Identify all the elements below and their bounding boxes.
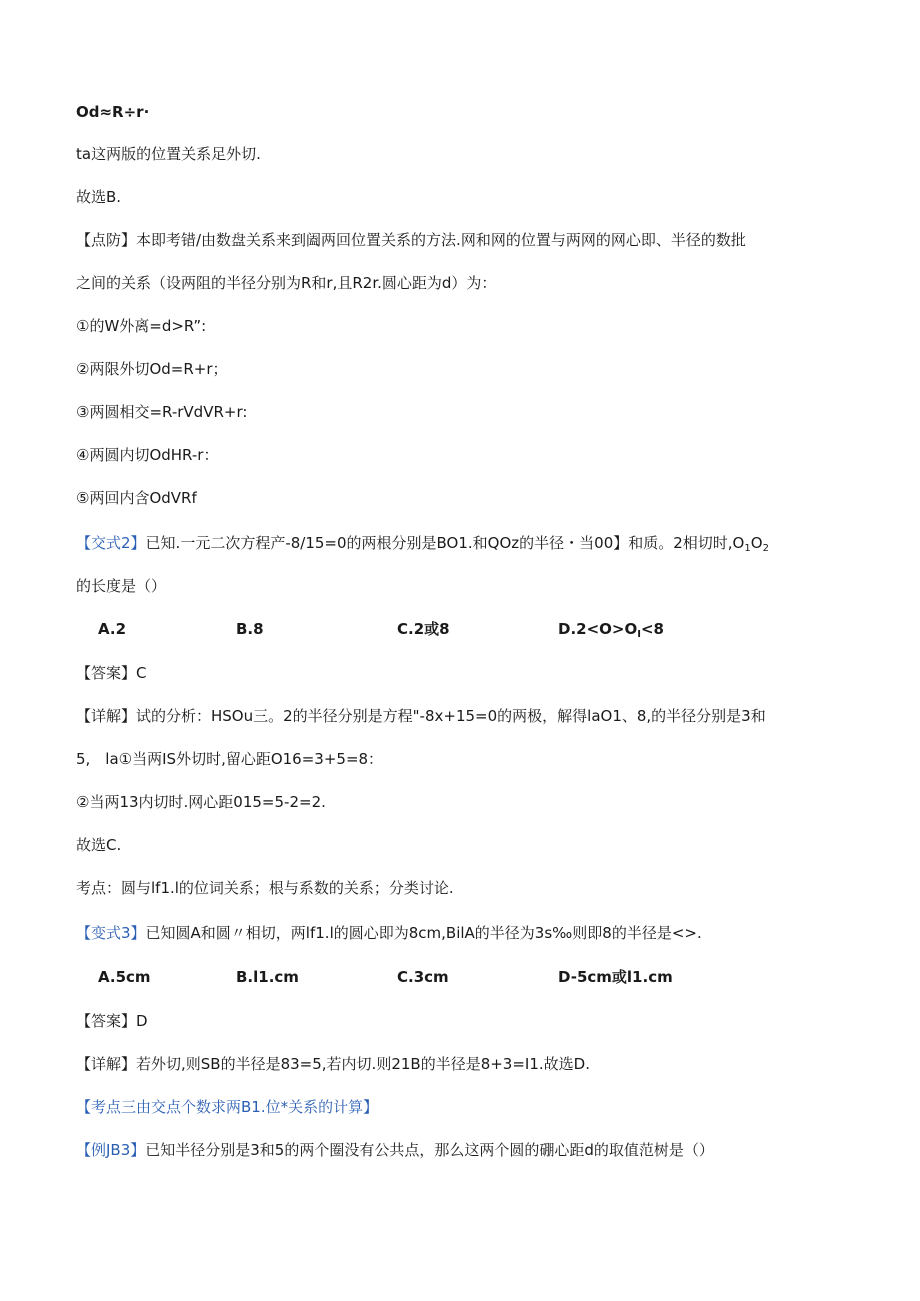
text-line: 的长度是（）	[76, 577, 167, 595]
text-line: 考点：圆与lf1.l的位词关系；根与系数的关系；分类讨论.	[76, 879, 454, 897]
option-b: B.l1.cm	[236, 968, 299, 986]
text-line: ②两限外切Od=R+r；	[76, 360, 228, 378]
text-line: 故选C.	[76, 836, 122, 854]
option-d	[558, 619, 664, 642]
answer-line: 【答案】D	[76, 1012, 148, 1030]
text-line: ②当两13内切时.网心距015=5-2=2.	[76, 793, 326, 811]
text-line: 5, la①当两IS外切时,留心距O16=3+5=8：	[76, 750, 384, 768]
variant-tag: 【变式3】	[76, 924, 146, 942]
variant-tag: 【交式2】	[76, 534, 146, 552]
option-b: B.8	[236, 620, 264, 638]
text-line: 【详解】试的分析：HSOu三。2的半径分别是方程"-8x+15=0的两极，解得laO1、8,的半径分别是3和	[76, 707, 766, 725]
option-text: D.2<O>O	[558, 620, 638, 638]
subscript: I	[637, 629, 641, 640]
option-c: C.3cm	[397, 968, 449, 986]
text-line: 【详解】若外切,则SB的半径是83=5,若内切.则21B的半径是8+3=I1.故选D.	[76, 1055, 590, 1073]
option-a: A.2	[98, 620, 127, 638]
question-text: 已知半径分别是3和5的两个圈没有公共点，那么这两个圆的硼心距d的取值范树是（）	[145, 1141, 714, 1159]
answer-line: 【答案】C	[76, 664, 147, 682]
question-text: 已知圆A和圆〃相切，两lf1.l的圆心即为8cm,BilA的半径为3s‰则即8的半径是<>.	[145, 924, 702, 942]
text-line: ①的W外离=d>R”:	[76, 317, 207, 335]
question-line	[76, 533, 769, 556]
question-text: O	[750, 534, 763, 552]
option-c: C.2或8	[397, 620, 450, 638]
question-line	[76, 923, 702, 943]
subscript: 2	[762, 543, 769, 554]
text-line: 故选B.	[76, 188, 122, 206]
option-a: A.5cm	[98, 968, 151, 986]
text-line: ta这两版的位置关系足外切.	[76, 145, 261, 163]
question-line	[76, 1140, 714, 1160]
text-line: ⑤两回内含OdVRf	[76, 489, 197, 507]
text-line: 【点防】本即考错/由数盘关系来到阖两回位置关系的方法.网和网的位置与两网的网心即、半径的数批	[76, 231, 746, 249]
option-text: <8	[640, 620, 664, 638]
text-line: ③两圆相交=R-rVdVR+r:	[76, 403, 248, 421]
text-line: ④两圆内切OdHR-r：	[76, 446, 219, 464]
text-line: Od≈R÷r·	[76, 103, 150, 121]
example-tag: 【例JB3】	[76, 1141, 146, 1159]
section-heading: 【考点三由交点个数求两B1.位*关系的计算】	[76, 1098, 379, 1116]
subscript: 1	[744, 543, 751, 554]
option-d: D-5cm或l1.cm	[558, 968, 673, 986]
question-text: 已知.一元二次方程产-8/15=0的两根分别是BO1.和QOz的半径・当00】和质。2相切时,O	[145, 534, 745, 552]
text-line: 之间的关系（设两阻的半径分别为R和r,且R2r.圆心距为d）为：	[76, 274, 497, 292]
